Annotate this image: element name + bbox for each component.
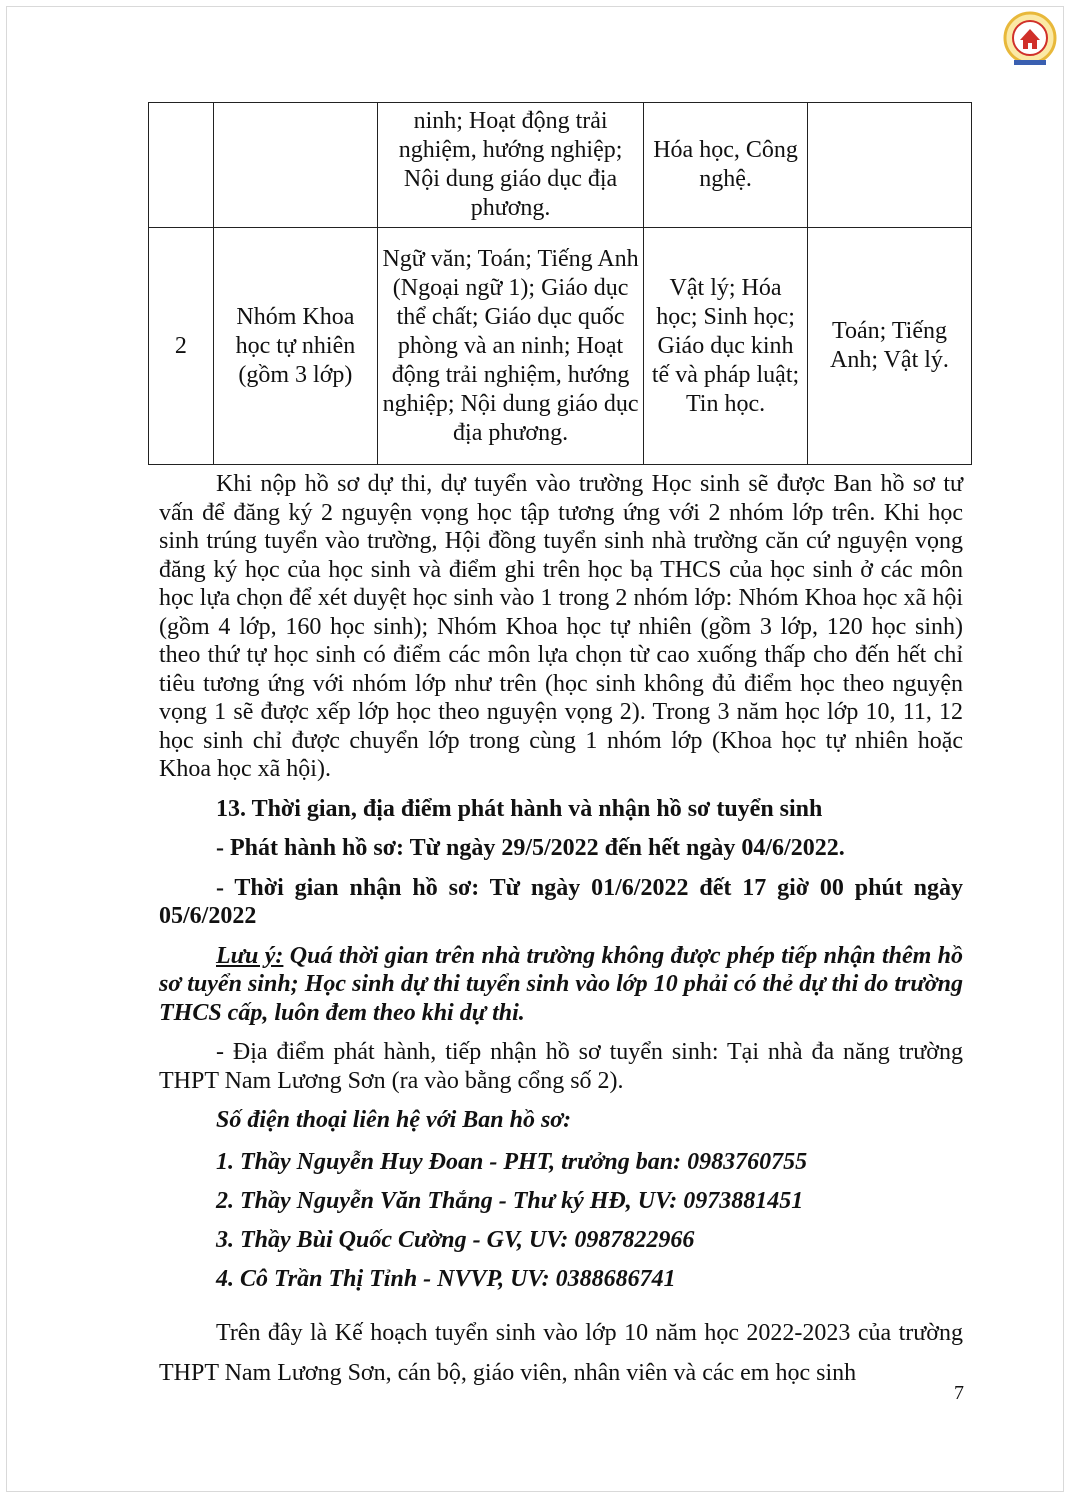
- document-body: [159, 470, 963, 1393]
- contact-item: 3. Thầy Bùi Quốc Cường - GV, UV: 0987822966: [216, 1226, 695, 1253]
- section-13-heading: 13. Thời gian, địa điểm phát hành và nhận hồ sơ tuyển sinh: [216, 795, 823, 822]
- cell-elective-subjects: Vật lý; Hóa học; Sinh học; Giáo dục kinh tế và pháp luật; Tin học.: [644, 228, 808, 465]
- contact-list: [159, 1143, 963, 1299]
- page-number: 7: [954, 1382, 964, 1404]
- table-row: [149, 228, 972, 465]
- contact-heading: Số điện thoại liên hệ với Ban hồ sơ:: [216, 1107, 572, 1133]
- subject-group-table: [148, 102, 972, 465]
- contact-item: 1. Thầy Nguyễn Huy Đoan - PHT, trưởng ban: 0983760755: [216, 1148, 808, 1175]
- receive-period: - Thời gian nhận hồ sơ: Từ ngày 01/6/2022 đết 17 giờ 00 phút ngày 05/6/2022: [159, 874, 963, 929]
- cell-compulsory-subjects: ninh; Hoạt động trải nghiệm, hướng nghiệp; Nội dung giáo dục địa phương.: [378, 103, 644, 228]
- table-row: [149, 103, 972, 228]
- contact-item: 4. Cô Trần Thị Tỉnh - NVVP, UV: 0388686741: [216, 1265, 676, 1292]
- cell-elective-subjects: Hóa học, Công nghệ.: [644, 103, 808, 228]
- school-logo-icon: [1002, 10, 1058, 68]
- cell-compulsory-subjects: Ngữ văn; Toán; Tiếng Anh (Ngoại ngữ 1); Giáo dục thể chất; Giáo dục quốc phòng và an ninh; Hoạt động trải nghiệm, hướng nghiệp; Nội dung giáo dục địa phương.: [378, 228, 644, 465]
- cell-focus-subjects: [807, 103, 971, 228]
- cell-no: 2: [149, 228, 214, 465]
- note-label: Lưu ý:: [216, 942, 284, 969]
- release-period: - Phát hành hồ sơ: Từ ngày 29/5/2022 đến hết ngày 04/6/2022.: [216, 835, 845, 861]
- note-paragraph: [159, 942, 963, 1028]
- cell-group: [213, 103, 377, 228]
- cell-focus-subjects: Toán; Tiếng Anh; Vật lý.: [807, 228, 971, 465]
- registration-paragraph: Khi nộp hồ sơ dự thi, dự tuyển vào trường Học sinh sẽ được Ban hồ sơ tư vấn để đăng ký 2 nguyện vọng học tập tương ứng với 2 nhóm lớp trên. Khi học sinh trúng tuyển vào trường, Hội đồng tuyển sinh nhà trường căn cứ nguyện vọng đăng ký học của học sinh và điểm ghi trên học bạ THCS của học sinh ở các môn học lựa chọn để xét duyệt học sinh vào 1 trong 2 nhóm lớp: Nhóm Khoa học xã hội (gồm 4 lớp, 160 học sinh); Nhóm Khoa học tự nhiên (gồm 3 lớp, 120 học sinh) theo thứ tự học sinh có điểm các môn lựa chọn từ cao xuống thấp cho đến hết chỉ tiêu tương ứng với nhóm lớp như trên (học sinh không đủ điểm học theo nguyện vọng 1 sẽ được xếp lớp học theo nguyện vọng 2). Trong 3 năm học lớp 10, 11, 12 học sinh chỉ được chuyển lớp trong cùng 1 nhóm lớp (Khoa học tự nhiên hoặc Khoa học xã hội).: [159, 471, 963, 782]
- closing-paragraph: Trên đây là Kế hoạch tuyển sinh vào lớp 10 năm học 2022-2023 của trường THPT Nam Lương Sơn, cán bộ, giáo viên, nhân viên và các em học sinh: [159, 1319, 963, 1386]
- cell-no: [149, 103, 214, 228]
- location-paragraph: - Địa điểm phát hành, tiếp nhận hồ sơ tuyển sinh: Tại nhà đa năng trường THPT Nam Lương Sơn (ra vào bằng cổng số 2).: [159, 1039, 963, 1094]
- cell-group: Nhóm Khoa học tự nhiên (gồm 3 lớp): [213, 228, 377, 465]
- contact-item: 2. Thầy Nguyễn Văn Thắng - Thư ký HĐ, UV: 0973881451: [216, 1187, 804, 1214]
- note-text: Quá thời gian trên nhà trường không được phép tiếp nhận thêm hồ sơ tuyển sinh; Học sinh dự thi tuyển sinh vào lớp 10 phải có thẻ dự thi do trường THCS cấp, luôn đem theo khi dự thi.: [159, 942, 964, 1026]
